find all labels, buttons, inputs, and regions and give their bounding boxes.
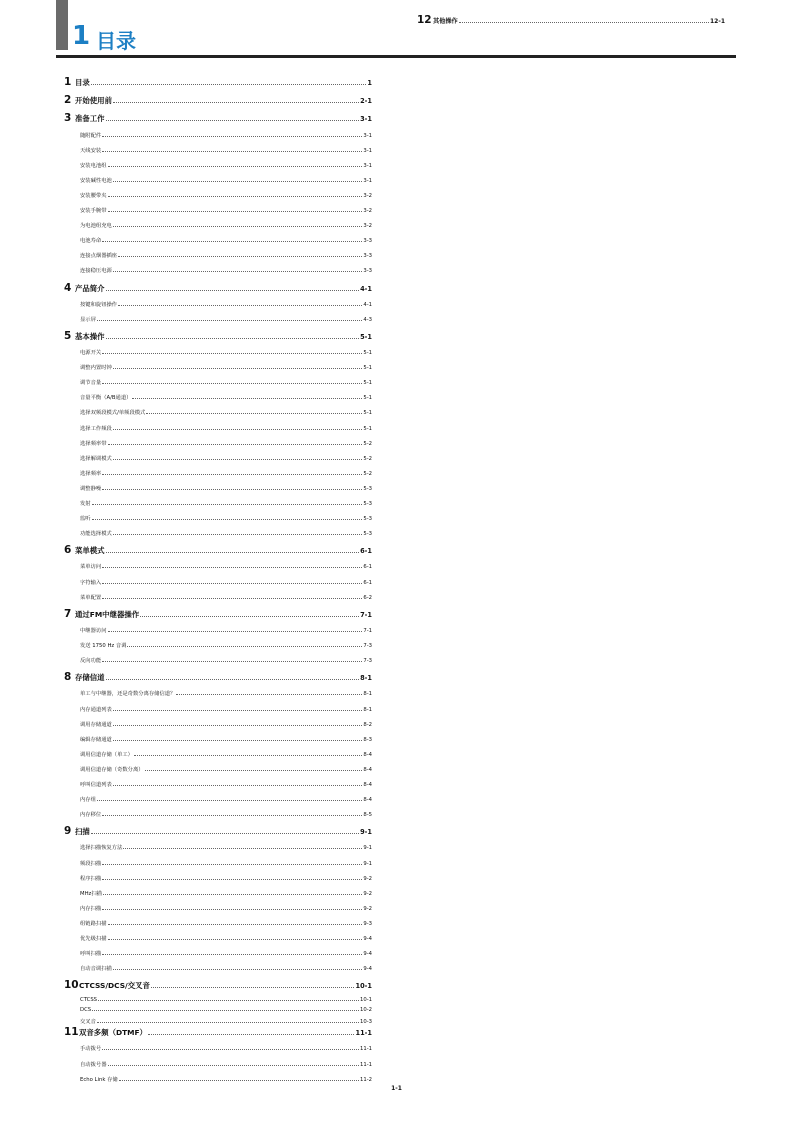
toc-section-label: 发送 1750 Hz 音调 bbox=[80, 643, 127, 650]
toc-section-entry[interactable] bbox=[64, 454, 372, 469]
toc-leader-dots bbox=[113, 428, 363, 430]
toc-chapter-label: 通过FM中继器操作 bbox=[75, 609, 140, 619]
toc-leader-dots bbox=[102, 473, 362, 475]
toc-section-entry[interactable] bbox=[64, 934, 372, 949]
toc-section-entry[interactable] bbox=[64, 889, 372, 904]
toc-leader-dots bbox=[113, 709, 363, 711]
toc-leader-dots bbox=[102, 597, 362, 599]
toc-page-number: 9-4 bbox=[363, 951, 372, 958]
toc-leader-dots bbox=[97, 799, 362, 801]
toc-chapter-entry[interactable] bbox=[64, 1026, 372, 1044]
toc-page-number: 5-1 bbox=[363, 410, 372, 417]
toc-page-number: 3-1 bbox=[363, 147, 372, 154]
toc-chapter-entry[interactable] bbox=[417, 14, 725, 32]
toc-leader-dots bbox=[102, 814, 362, 816]
toc-section-label: 安装腰带夹 bbox=[80, 192, 107, 199]
toc-section-entry[interactable] bbox=[64, 221, 372, 236]
toc-page-number: 9-4 bbox=[363, 936, 372, 942]
toc-page-number: 8-1 bbox=[360, 674, 372, 683]
toc-leader-dots bbox=[113, 180, 363, 182]
toc-section-entry[interactable] bbox=[64, 146, 372, 161]
toc-leader-dots bbox=[108, 938, 363, 940]
toc-leader-dots bbox=[102, 240, 362, 242]
toc-leader-dots bbox=[108, 165, 363, 167]
toc-section-label: 调用存储通道 bbox=[80, 721, 112, 728]
toc-page-number: 3-2 bbox=[363, 192, 372, 199]
toc-section-entry[interactable] bbox=[64, 997, 372, 1007]
toc-leader-dots bbox=[459, 21, 709, 23]
toc-leader-dots bbox=[113, 270, 363, 272]
toc-page-number: 4-3 bbox=[363, 316, 372, 323]
toc-chapter-number: 7 bbox=[64, 607, 72, 620]
toc-page-number: 8-4 bbox=[363, 751, 372, 758]
toc-section-entry[interactable] bbox=[64, 656, 372, 671]
toc-section-entry[interactable] bbox=[64, 161, 372, 176]
toc-section-label: 随附配件 bbox=[80, 132, 102, 139]
toc-page-number: 3-1 bbox=[363, 132, 372, 139]
toc-leader-dots bbox=[108, 1064, 359, 1066]
toc-page-number: 5-1 bbox=[363, 395, 372, 402]
toc-leader-dots bbox=[102, 488, 362, 490]
toc-leader-dots bbox=[113, 367, 363, 369]
toc-section-label: 优先级扫描 bbox=[80, 936, 107, 942]
toc-page-number: 9-1 bbox=[363, 845, 372, 852]
toc-page-number: 5-3 bbox=[363, 531, 372, 538]
toc-section-label: 手动拨号 bbox=[80, 1046, 102, 1053]
toc-leader-dots bbox=[102, 878, 362, 880]
toc-page-number: 3-1 bbox=[363, 162, 372, 169]
toc-page-number: 8-5 bbox=[363, 812, 372, 819]
toc-section-label: 安装电池组 bbox=[80, 162, 107, 169]
toc-page-number: 8-4 bbox=[363, 766, 372, 773]
toc-leader-dots bbox=[146, 412, 362, 414]
toc-page-number: 1 bbox=[367, 79, 372, 87]
toc-leader-dots bbox=[92, 503, 363, 505]
toc-leader-dots bbox=[118, 255, 362, 257]
toc-leader-dots bbox=[108, 923, 363, 925]
toc-section-entry[interactable] bbox=[64, 750, 372, 765]
toc-section-entry[interactable] bbox=[64, 363, 372, 378]
toc-page-number: 9-2 bbox=[363, 875, 372, 882]
toc-chapter-label: CTCSS/DCS/交叉音 bbox=[79, 981, 150, 991]
toc-chapter-entry[interactable] bbox=[64, 671, 372, 689]
toc-section-entry[interactable] bbox=[64, 705, 372, 720]
toc-leader-dots bbox=[102, 566, 362, 568]
toc-page-number: 3-3 bbox=[363, 268, 372, 275]
toc-leader-dots bbox=[108, 443, 363, 445]
toc-page-number: 10-1 bbox=[359, 997, 372, 1004]
toc-section-label: 监听 bbox=[80, 516, 91, 523]
toc-leader-dots bbox=[113, 739, 363, 741]
toc-section-label: 调整静噪 bbox=[80, 485, 102, 492]
toc-section-label: 呼叫扫描 bbox=[80, 951, 102, 958]
toc-section-entry[interactable] bbox=[64, 393, 372, 408]
toc-leader-dots bbox=[106, 678, 360, 680]
toc-leader-dots bbox=[97, 319, 362, 321]
toc-page-number: 8-1 bbox=[363, 691, 372, 698]
toc-section-entry[interactable] bbox=[64, 236, 372, 251]
toc-chapter-entry[interactable] bbox=[64, 76, 372, 94]
toc-leader-dots bbox=[102, 582, 362, 584]
toc-page-number: 5-1 bbox=[363, 350, 372, 357]
toc-page-number: 5-2 bbox=[363, 440, 372, 447]
toc-page-number: 8-4 bbox=[363, 797, 372, 804]
toc-section-entry[interactable] bbox=[64, 191, 372, 206]
toc-leader-dots bbox=[91, 832, 359, 834]
toc-page-number: 4-1 bbox=[360, 284, 372, 293]
toc-leader-dots bbox=[106, 551, 360, 553]
toc-section-entry[interactable] bbox=[64, 949, 372, 964]
toc-chapter-number: 2 bbox=[64, 94, 72, 107]
toc-section-entry[interactable] bbox=[64, 499, 372, 514]
toc-section-label: 连接点烟器插座 bbox=[80, 253, 118, 260]
toc-page-number: 3-2 bbox=[363, 223, 372, 230]
toc-chapter-label: 菜单模式 bbox=[75, 546, 105, 556]
toc-section-label: 选择解调模式 bbox=[80, 455, 112, 462]
toc-section-label: 调节音量 bbox=[80, 380, 102, 387]
toc-page-number: 5-1 bbox=[360, 332, 372, 341]
toc-page-number: 7-1 bbox=[363, 627, 372, 634]
page-number: 1-1 bbox=[391, 1085, 402, 1092]
toc-leader-dots bbox=[108, 195, 363, 197]
toc-section-label: 连接稳压电源 bbox=[80, 268, 112, 275]
toc-chapter-entry[interactable] bbox=[64, 825, 372, 843]
toc-page-number: 6-1 bbox=[363, 579, 372, 586]
toc-section-label: 安装手腕带 bbox=[80, 208, 107, 215]
toc-section-entry[interactable] bbox=[64, 266, 372, 281]
toc-page-number: 6-2 bbox=[363, 594, 372, 601]
toc-leader-dots bbox=[102, 908, 362, 910]
toc-chapter-number: 10 bbox=[64, 979, 79, 992]
toc-chapter-entry[interactable] bbox=[64, 94, 372, 112]
toc-section-entry[interactable] bbox=[64, 484, 372, 499]
toc-page-number: 10-3 bbox=[359, 1018, 372, 1025]
toc-section-entry[interactable] bbox=[64, 378, 372, 393]
toc-section-entry[interactable] bbox=[64, 131, 372, 146]
toc-chapter-label: 基本操作 bbox=[75, 331, 105, 341]
toc-section-entry[interactable] bbox=[64, 529, 372, 544]
toc-section-entry[interactable] bbox=[64, 843, 372, 858]
toc-section-entry[interactable] bbox=[64, 919, 372, 934]
toc-page-number: 5-1 bbox=[363, 425, 372, 432]
toc-leader-dots bbox=[102, 660, 362, 662]
toc-page-number: 11-1 bbox=[359, 1061, 372, 1068]
toc-section-label: MHz扫描 bbox=[80, 890, 102, 897]
toc-page-number: 5-3 bbox=[363, 516, 372, 523]
toc-section-label: 呼叫信道列表 bbox=[80, 781, 112, 788]
toc-chapter-number: 4 bbox=[64, 281, 72, 294]
toc-chapter-number: 11 bbox=[64, 1026, 79, 1039]
toc-chapter-entry[interactable] bbox=[64, 282, 372, 300]
toc-page-number: 3-1 bbox=[363, 177, 372, 184]
toc-page-number: 8-3 bbox=[363, 736, 372, 743]
toc-section-entry[interactable] bbox=[64, 765, 372, 780]
toc-chapter-label: 扫描 bbox=[75, 827, 90, 837]
toc-leader-dots bbox=[113, 533, 363, 535]
toc-page-number: 8-4 bbox=[363, 781, 372, 788]
toc-leader-dots bbox=[113, 225, 363, 227]
toc-chapter-entry[interactable] bbox=[64, 112, 372, 130]
toc-page-number: 7-3 bbox=[363, 643, 372, 650]
toc-section-label: 选择扫描恢复方法 bbox=[80, 845, 123, 852]
toc-section-label: 菜单访问 bbox=[80, 564, 102, 571]
toc-section-entry[interactable] bbox=[64, 874, 372, 889]
toc-section-label: 选择频率 bbox=[80, 470, 102, 477]
toc-leader-dots bbox=[106, 289, 360, 291]
toc-section-label: 菜单配置 bbox=[80, 594, 102, 601]
toc-section-label: 为电池组充电 bbox=[80, 223, 112, 230]
toc-leader-dots bbox=[134, 754, 362, 756]
toc-chapter-number: 8 bbox=[64, 671, 72, 684]
toc-section-label: 内存组 bbox=[80, 797, 96, 804]
toc-section-entry[interactable] bbox=[64, 1044, 372, 1059]
toc-section-entry[interactable] bbox=[64, 300, 372, 315]
toc-chapter-label: 开始使用前 bbox=[75, 96, 112, 106]
toc-chapter-label: 目录 bbox=[75, 78, 90, 87]
toc-leader-dots bbox=[102, 863, 362, 865]
toc-page-number: 3-3 bbox=[363, 253, 372, 260]
toc-chapter-entry[interactable] bbox=[64, 608, 372, 626]
toc-section-entry[interactable] bbox=[64, 315, 372, 330]
toc-section-label: 发射 bbox=[80, 501, 91, 507]
toc-leader-dots bbox=[92, 1009, 359, 1011]
toc-page-number: 9-1 bbox=[360, 828, 372, 837]
toc-section-label: Echo Link 存储 bbox=[80, 1076, 118, 1083]
toc-section-label: 天线安装 bbox=[80, 147, 102, 154]
toc-section-label: 音量平衡（A/B通道） bbox=[80, 395, 132, 402]
toc-section-label: 功能选择模式 bbox=[80, 531, 112, 538]
toc-leader-dots bbox=[102, 1048, 359, 1050]
toc-chapter-number: 3 bbox=[64, 112, 72, 125]
toc-page-number: 9-2 bbox=[363, 890, 372, 897]
toc-section-entry[interactable] bbox=[64, 514, 372, 529]
toc-section-label: 自动拨号器 bbox=[80, 1061, 107, 1068]
toc-leader-dots bbox=[127, 645, 362, 647]
toc-section-label: 显示屏 bbox=[80, 316, 96, 323]
toc-section-entry[interactable] bbox=[64, 780, 372, 795]
toc-leader-dots bbox=[119, 1079, 359, 1081]
toc-section-entry[interactable] bbox=[64, 176, 372, 191]
chapter-title: 目录 bbox=[96, 29, 136, 53]
toc-section-entry[interactable] bbox=[64, 424, 372, 439]
header-divider bbox=[56, 55, 736, 58]
toc-leader-dots bbox=[98, 999, 359, 1001]
toc-section-entry[interactable] bbox=[64, 206, 372, 221]
toc-section-label: 中继器访问 bbox=[80, 627, 107, 634]
toc-section-entry[interactable] bbox=[64, 795, 372, 810]
toc-page-number: 11-1 bbox=[359, 1046, 372, 1053]
toc-page-number: 11-2 bbox=[359, 1076, 372, 1083]
toc-section-label: 组链路扫描 bbox=[80, 920, 107, 927]
toc-page-number: 3-3 bbox=[363, 238, 372, 245]
toc-page-number: 5-1 bbox=[363, 380, 372, 387]
toc-section-label: CTCSS bbox=[80, 997, 98, 1004]
toc-page-number: 9-1 bbox=[363, 860, 372, 867]
toc-section-entry[interactable] bbox=[64, 964, 372, 979]
toc-section-label: 单工与中继器，还是奇数分离存储信道？ bbox=[80, 691, 176, 698]
toc-page-number: 8-1 bbox=[363, 706, 372, 713]
toc-chapter-number: 9 bbox=[64, 825, 72, 838]
toc-chapter-label: 双音多频（DTMF） bbox=[79, 1028, 147, 1038]
toc-page-number: 5-3 bbox=[363, 485, 372, 492]
toc-section-label: DCS bbox=[80, 1007, 92, 1014]
toc-section-entry[interactable] bbox=[64, 689, 372, 704]
toc-section-label: 自动音调扫描 bbox=[80, 966, 112, 973]
toc-section-entry[interactable] bbox=[64, 735, 372, 750]
toc-section-entry[interactable] bbox=[64, 1017, 372, 1027]
toc-page-number: 9-3 bbox=[363, 920, 372, 927]
toc-leader-dots bbox=[113, 101, 359, 103]
toc-section-label: 编辑存储通道 bbox=[80, 736, 112, 743]
toc-page-number: 3-2 bbox=[363, 208, 372, 215]
toc-right-column bbox=[417, 14, 725, 32]
toc-chapter-entry[interactable] bbox=[64, 979, 372, 997]
toc-page-number: 5-2 bbox=[363, 470, 372, 477]
toc-leader-dots bbox=[102, 135, 362, 137]
toc-section-label: 内存扫描 bbox=[80, 905, 102, 912]
toc-section-label: 内存移位 bbox=[80, 812, 102, 819]
toc-page-number: 2-1 bbox=[360, 97, 372, 106]
toc-leader-dots bbox=[102, 953, 362, 955]
toc-section-label: 字符输入 bbox=[80, 579, 102, 586]
toc-section-label: 调整内置时钟 bbox=[80, 365, 112, 372]
toc-section-entry[interactable] bbox=[64, 641, 372, 656]
toc-leader-dots bbox=[103, 893, 362, 895]
toc-leader-dots bbox=[113, 968, 363, 970]
toc-section-entry[interactable] bbox=[64, 593, 372, 608]
toc-leader-dots bbox=[106, 337, 360, 339]
toc-section-label: 调用信道存储（奇数分离） bbox=[80, 766, 144, 773]
chapter-header-bar bbox=[56, 0, 68, 50]
toc-leader-dots bbox=[113, 784, 363, 786]
toc-leader-dots bbox=[132, 397, 362, 399]
toc-section-entry[interactable] bbox=[64, 439, 372, 454]
toc-page-number: 5-1 bbox=[363, 365, 372, 372]
toc-leader-dots bbox=[123, 847, 362, 849]
toc-page-number: 6-1 bbox=[363, 564, 372, 571]
toc-chapter-entry[interactable] bbox=[64, 330, 372, 348]
toc-page-number: 9-2 bbox=[363, 905, 372, 912]
toc-leader-dots bbox=[118, 304, 362, 306]
toc-section-entry[interactable] bbox=[64, 469, 372, 484]
toc-chapter-number: 6 bbox=[64, 544, 72, 557]
toc-leader-dots bbox=[151, 986, 355, 988]
toc-chapter-label: 产品简介 bbox=[75, 283, 105, 293]
toc-section-label: 选择双频段模式/单频段模式 bbox=[80, 410, 146, 417]
toc-page-number: 5-3 bbox=[363, 501, 372, 507]
toc-chapter-number: 5 bbox=[64, 329, 72, 342]
toc-section-label: 频段扫描 bbox=[80, 860, 102, 867]
toc-chapter-label: 准备工作 bbox=[75, 114, 105, 124]
toc-section-label: 安装碱性电池 bbox=[80, 177, 112, 184]
toc-section-entry[interactable] bbox=[64, 1007, 372, 1017]
toc-chapter-number: 12 bbox=[417, 14, 432, 26]
toc-leader-dots bbox=[176, 693, 362, 695]
toc-page-number: 10-1 bbox=[355, 982, 372, 991]
toc-section-entry[interactable] bbox=[64, 626, 372, 641]
toc-section-label: 调用信道存储（单工） bbox=[80, 751, 133, 758]
toc-section-entry[interactable] bbox=[64, 810, 372, 825]
chapter-number: 1 bbox=[72, 21, 91, 51]
toc-page-number: 5-2 bbox=[363, 455, 372, 462]
toc-leader-dots bbox=[108, 210, 363, 212]
toc-section-label: 电源开关 bbox=[80, 350, 102, 357]
toc-chapter-label: 其他操作 bbox=[433, 18, 458, 25]
toc-section-entry[interactable] bbox=[64, 859, 372, 874]
toc-page-number: 4-1 bbox=[363, 301, 372, 308]
toc-leader-dots bbox=[102, 150, 362, 152]
toc-leader-dots bbox=[92, 518, 363, 520]
toc-leader-dots bbox=[113, 724, 363, 726]
toc-chapter-number: 1 bbox=[64, 76, 72, 88]
toc-section-entry[interactable] bbox=[64, 720, 372, 735]
toc-leader-dots bbox=[108, 630, 363, 632]
toc-leader-dots bbox=[148, 1033, 355, 1035]
toc-leader-dots bbox=[106, 119, 360, 121]
toc-section-entry[interactable] bbox=[64, 251, 372, 266]
toc-leader-dots bbox=[97, 1021, 359, 1023]
toc-leader-dots bbox=[140, 615, 359, 617]
toc-leader-dots bbox=[102, 382, 362, 384]
toc-page-number: 10-2 bbox=[359, 1007, 372, 1014]
toc-section-label: 选择频率带 bbox=[80, 440, 107, 447]
toc-leader-dots bbox=[91, 83, 367, 85]
toc-section-entry[interactable] bbox=[64, 578, 372, 593]
toc-chapter-label: 存储信道 bbox=[75, 673, 105, 683]
toc-chapter-entry[interactable] bbox=[64, 544, 372, 562]
toc-leader-dots bbox=[145, 769, 363, 771]
toc-section-entry[interactable] bbox=[64, 348, 372, 363]
toc-page-number: 7-1 bbox=[360, 610, 372, 619]
toc-section-entry[interactable] bbox=[64, 408, 372, 423]
toc-section-entry[interactable] bbox=[64, 904, 372, 919]
table-of-contents bbox=[64, 76, 372, 1090]
toc-page-number: 9-4 bbox=[363, 966, 372, 973]
toc-leader-dots bbox=[102, 352, 362, 354]
toc-section-label: 交叉音 bbox=[80, 1018, 96, 1025]
toc-page-number: 6-1 bbox=[360, 547, 372, 556]
toc-section-label: 电池寿命 bbox=[80, 238, 102, 245]
toc-section-entry[interactable] bbox=[64, 1060, 372, 1075]
toc-page-number: 3-1 bbox=[360, 115, 372, 124]
toc-section-entry[interactable] bbox=[64, 562, 372, 577]
toc-section-label: 反向功能 bbox=[80, 658, 102, 665]
toc-leader-dots bbox=[113, 458, 363, 460]
toc-section-label: 内存通道列表 bbox=[80, 706, 112, 713]
toc-page-number: 12-1 bbox=[709, 18, 725, 25]
toc-page-number: 8-2 bbox=[363, 721, 372, 728]
toc-page-number: 11-1 bbox=[355, 1029, 372, 1038]
toc-section-label: 选择工作频段 bbox=[80, 425, 112, 432]
toc-section-label: 程序扫描 bbox=[80, 875, 102, 882]
toc-section-label: 按键和旋钮操作 bbox=[80, 301, 118, 308]
toc-page-number: 7-3 bbox=[363, 658, 372, 665]
